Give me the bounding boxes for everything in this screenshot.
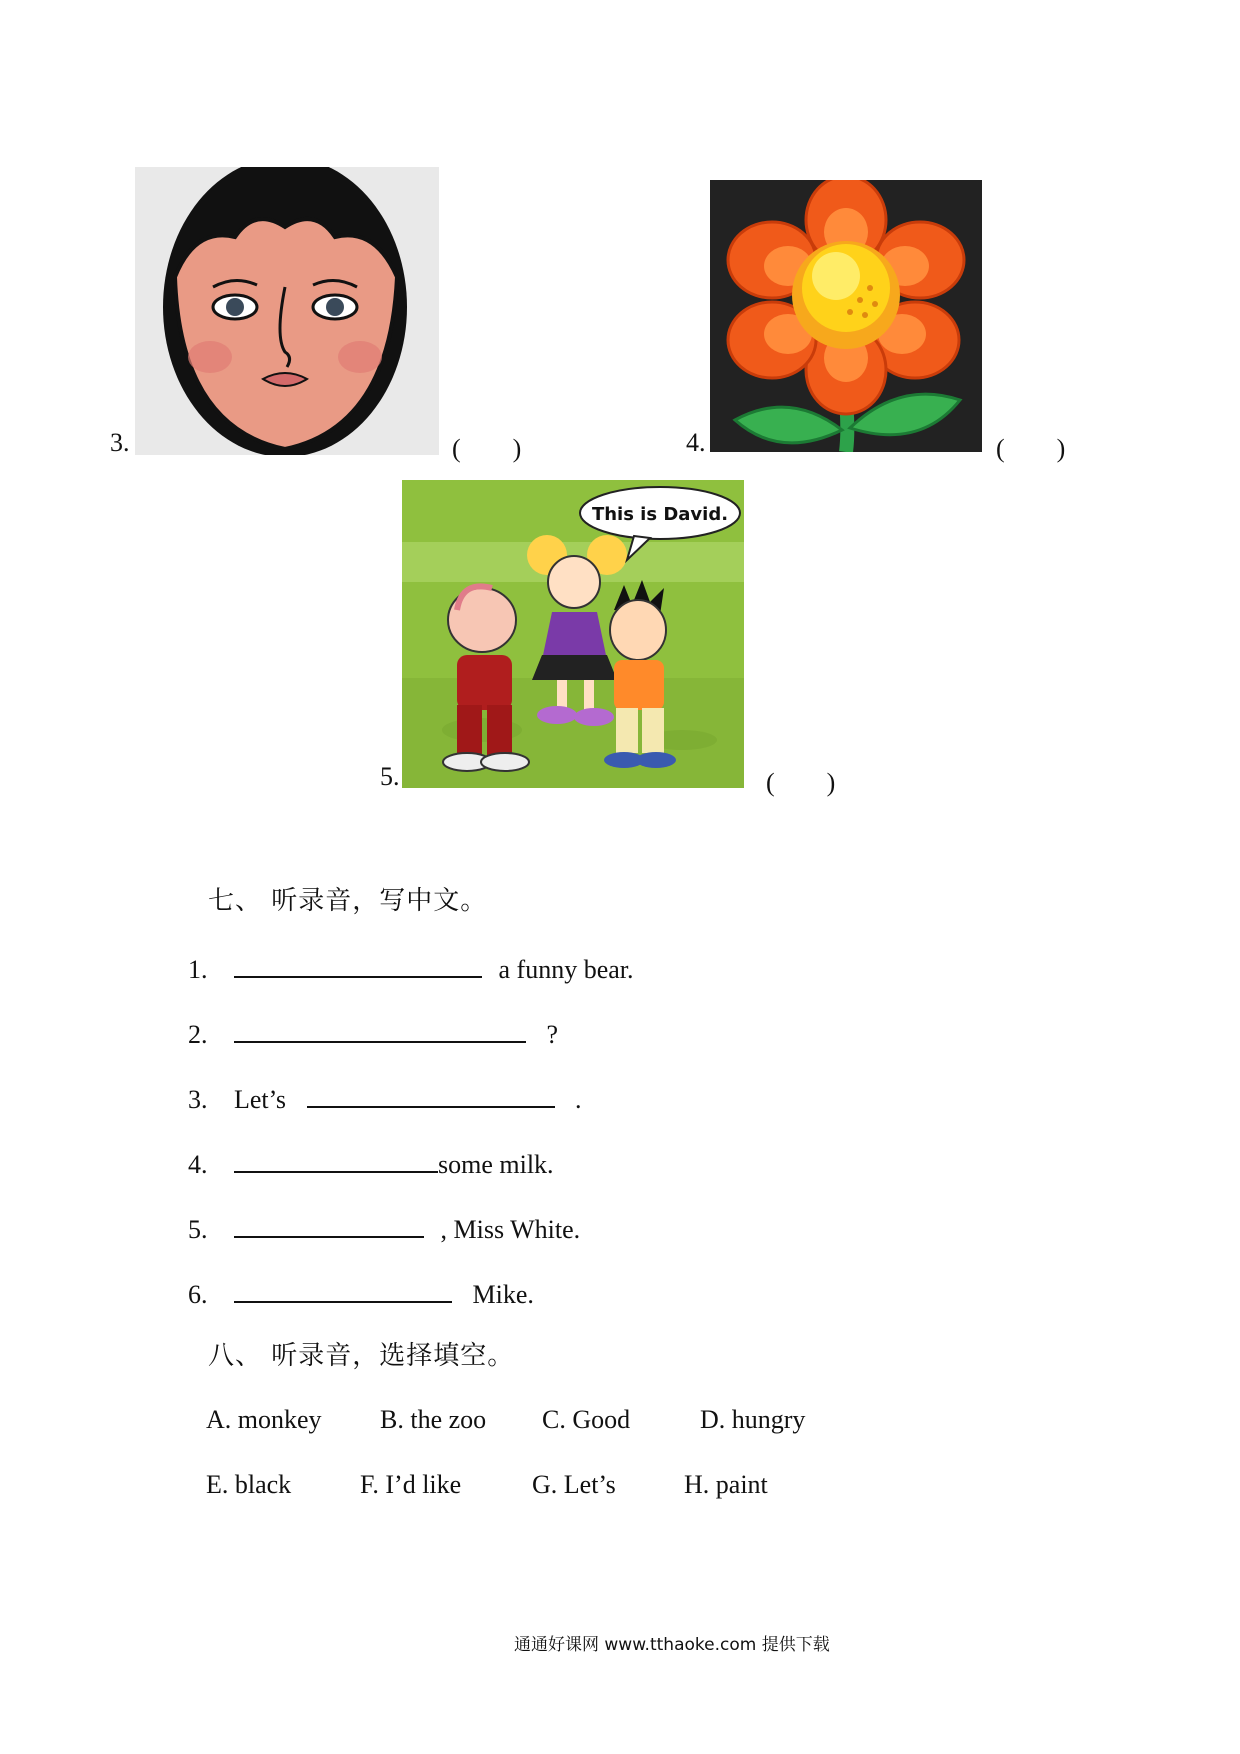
s7-line-1 — [188, 950, 634, 985]
s7-after-1: a funny bear. — [498, 955, 634, 984]
s7-number-4: 4. — [188, 1150, 208, 1179]
s7-after-5: , Miss White. — [440, 1215, 581, 1244]
s7-after-6: Mike. — [472, 1280, 534, 1309]
s7-number-1: 1. — [188, 955, 208, 984]
option-e: E. black — [206, 1470, 292, 1499]
s7-line-3 — [188, 1080, 582, 1115]
s7-number-2: 2. — [188, 1020, 208, 1049]
flower-picture — [710, 180, 982, 452]
children-icon — [402, 480, 744, 788]
s7-number-3: 3. — [188, 1085, 208, 1114]
option-b: B. the zoo — [380, 1405, 487, 1434]
s7-blank-1[interactable] — [234, 950, 482, 978]
option-f: F. I’d like — [360, 1470, 462, 1499]
answer-paren-5[interactable]: ( ) — [766, 768, 836, 797]
s7-blank-4[interactable] — [234, 1145, 438, 1173]
children-picture — [402, 480, 744, 788]
s7-number-6: 6. — [188, 1280, 208, 1309]
item-number-3: 3. — [110, 428, 130, 457]
section-8-title: 八、 听录音，选择填空。 — [208, 1341, 515, 1371]
option-h: H. paint — [684, 1470, 768, 1499]
s7-number-5: 5. — [188, 1215, 208, 1244]
s7-line-2 — [188, 1015, 558, 1050]
s7-after-2: ? — [546, 1020, 559, 1049]
answer-paren-3[interactable]: ( ) — [452, 434, 522, 463]
s7-line-4 — [188, 1145, 554, 1180]
s7-blank-2[interactable] — [234, 1015, 526, 1043]
s7-blank-6[interactable] — [234, 1275, 452, 1303]
answer-paren-4[interactable]: ( ) — [996, 434, 1066, 463]
item-number-4: 4. — [686, 428, 706, 457]
option-a: A. monkey — [206, 1405, 322, 1434]
face-picture — [135, 167, 439, 455]
girl-face-icon — [135, 167, 439, 455]
footer-text: 通通好课网 www.tthaoke.com 提供下载 — [514, 1635, 830, 1655]
option-g: G. Let’s — [532, 1470, 616, 1499]
s7-after-4: some milk. — [438, 1150, 554, 1179]
s7-before-3: Let’s — [234, 1085, 286, 1114]
s7-after-3: . — [575, 1085, 582, 1114]
option-c: C. Good — [542, 1405, 631, 1434]
item-number-5: 5. — [380, 762, 400, 791]
s7-line-5 — [188, 1210, 580, 1245]
speech-bubble-text: This is David. — [591, 504, 729, 525]
section-7-title: 七、 听录音，写中文。 — [208, 886, 488, 916]
flower-icon — [710, 180, 982, 452]
s7-blank-3[interactable] — [307, 1080, 555, 1108]
s7-line-6 — [188, 1275, 534, 1310]
s7-blank-5[interactable] — [234, 1210, 424, 1238]
option-d: D. hungry — [700, 1405, 806, 1434]
